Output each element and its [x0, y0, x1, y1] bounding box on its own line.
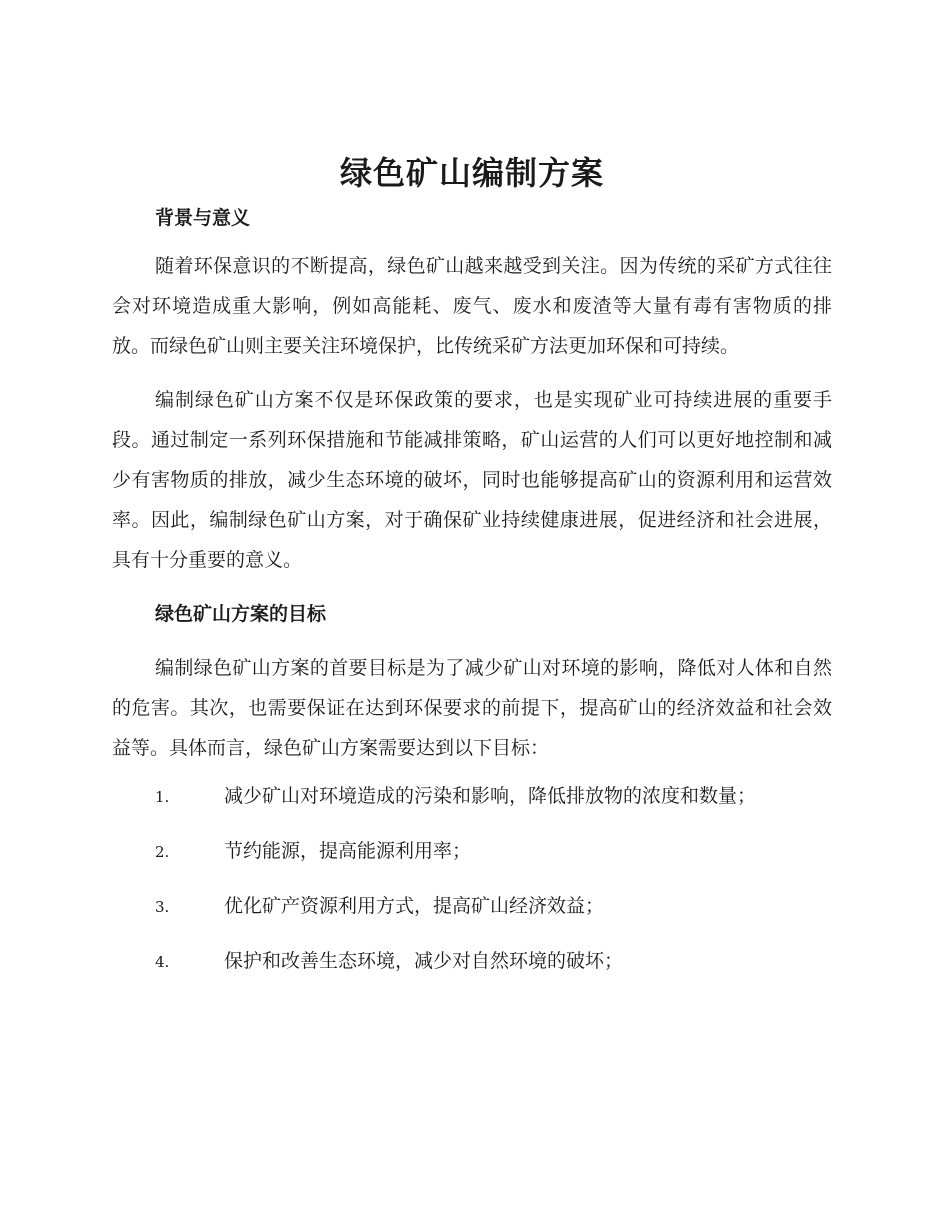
list-item-number: 4. [155, 953, 170, 971]
list-item-text: 优化矿产资源利用方式，提高矿山经济效益； [224, 895, 605, 917]
section-heading-background: 背景与意义 [155, 207, 251, 229]
list-item-text: 节约能源，提高能源利用率； [224, 840, 472, 862]
paragraph-background-2: 编制绿色矿山方案不仅是环保政策的要求，也是实现矿业可持续进展的重要手段。通过制定一系列环保措施和节能减排策略，矿山运营的人们可以更好地控制和减少有害物质的排放，减少生态环境的破坏，同时也能够提高矿山的资源利用和运营效率。因此，编制绿色矿山方案，对于确保矿业持续健康进展，促进经济和社会进展，具有十分重要的意义。 [112, 389, 832, 571]
list-item [112, 776, 832, 831]
list-item-number: 2. [155, 843, 170, 861]
list-item-text: 保护和改善生态环境，减少对自然环境的破坏； [224, 950, 624, 972]
list-item-number: 1. [155, 788, 170, 806]
list-item-text: 减少矿山对环境造成的污染和影响，降低排放物的浓度和数量； [224, 785, 757, 807]
list-item-number: 3. [155, 898, 170, 916]
list-item [112, 941, 832, 996]
document-title: 绿色矿山编制方案 [339, 154, 604, 192]
paragraph-goals-1: 编制绿色矿山方案的首要目标是为了减少矿山对环境的影响，降低对人体和自然的危害。其次，也需要保证在达到环保要求的前提下，提高矿山的经济效益和社会效益等。具体而言，绿色矿山方案需要达到以下目标： [112, 657, 832, 759]
document-page [112, 148, 832, 996]
list-item [112, 886, 832, 941]
paragraph-background-1: 随着环保意识的不断提高，绿色矿山越来越受到关注。因为传统的采矿方式往往会对环境造成重大影响，例如高能耗、废气、废水和废渣等大量有毒有害物质的排放。而绿色矿山则主要关注环境保护，比传统采矿方法更加环保和可持续。 [112, 255, 832, 357]
list-item [112, 831, 832, 886]
goal-list [112, 776, 832, 996]
section-heading-goals: 绿色矿山方案的目标 [155, 603, 327, 625]
